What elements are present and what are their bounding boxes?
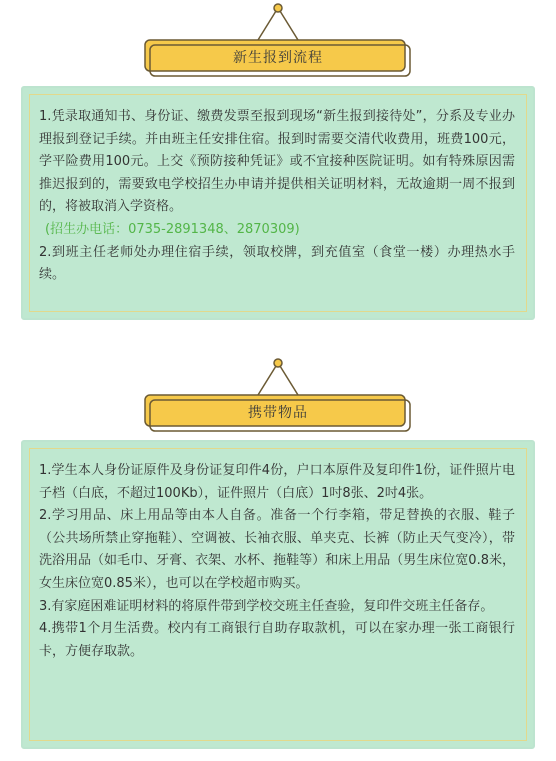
section-1-banner	[0, 0, 556, 80]
banner-hanger-graphic	[0, 0, 556, 80]
paragraph: 3.有家庭困难证明材料的将原件带到学校交班主任查验，复印件交班主任备存。	[39, 598, 494, 614]
section-2-box	[21, 440, 535, 749]
paragraph: 1.凭录取通知书、身份证、缴费发票至报到现场“新生报到接待处”，分系及专业办理报到登记手续。并由班主任安排住宿。报到时需要交清代收费用，班费100元，学平险费用100元。上交《预防接种凭证》或不宜接种医院证明。如有特殊原因需推迟报到的，需要致电学校招生办申请并提供相关证明材料，无故逾期一周不报到的，将被取消入学资格。	[39, 109, 515, 215]
section-2-content	[39, 460, 515, 663]
section-1-box	[21, 86, 535, 320]
section-title: 携带物品	[248, 405, 308, 421]
admissions-phone: (招生办电话：0735-2891348、2870309)	[45, 221, 300, 237]
paragraph: 2.到班主任老师处办理住宿手续，领取校牌，到充值室（食堂一楼）办理热水手续。	[39, 244, 515, 283]
section-title: 新生报到流程	[233, 50, 323, 66]
section-1-content	[39, 106, 515, 287]
section-2-banner	[0, 355, 556, 435]
paragraph: 1.学生本人身份证原件及身份证复印件4份，户口本原件及复印件1份，证件照片电子档（白底，不超过100Kb），证件照片（白底）1吋8张、2吋4张。	[39, 463, 515, 501]
banner-hanger-graphic	[0, 355, 556, 435]
paragraph: 2.学习用品、床上用品等由本人自备。准备一个行李箱，带足替换的衣服、鞋子（公共场所禁止穿拖鞋）、空调被、长袖衣服、单夹克、长裤（防止天气变冷），带洗浴用品（如毛巾、牙膏、衣架、水杯、拖鞋等）和床上用品（男生床位宽0.8米，女生床位宽0.85米），也可以在学校超市购买。	[39, 508, 515, 591]
paragraph: 4.携带1个月生活费。校内有工商银行自助存取款机，可以在家办理一张工商银行卡，方便存取款。	[39, 621, 515, 659]
